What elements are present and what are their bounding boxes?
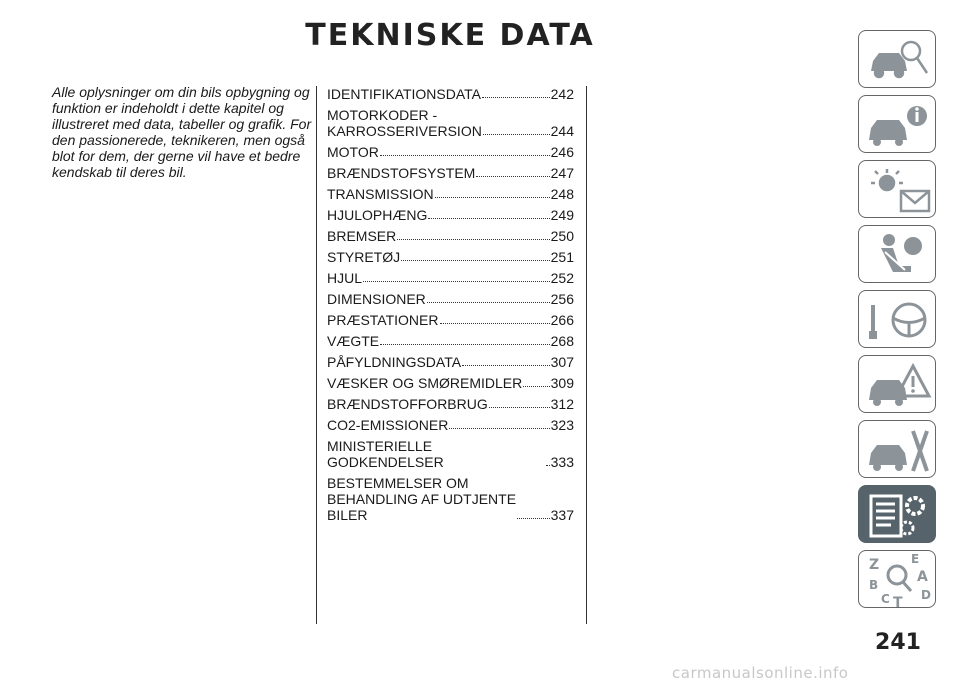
warning-lights-icon <box>859 161 937 219</box>
toc-entry[interactable] <box>327 354 574 370</box>
toc-entry-page: 312 <box>550 396 574 412</box>
tab-steering-wheel[interactable] <box>858 290 936 348</box>
toc-entry[interactable] <box>327 86 574 102</box>
toc-entry-page: 246 <box>550 144 574 160</box>
intro-text: Alle oplysninger om din bils opbygning og funktion er indeholdt i dette kapitel og illustreret med data, tabeller og grafik. For den passionerede, teknikeren, men også blot for dem, der gerne vil have et bedre kendskab til deres bil. <box>52 84 312 180</box>
toc-entry-label: PRÆSTATIONER <box>327 312 439 328</box>
car-tools-icon <box>859 421 937 479</box>
toc-leader-dots <box>523 386 549 387</box>
toc-entry[interactable] <box>327 249 574 265</box>
toc-entry-page: 307 <box>550 354 574 370</box>
toc-entry[interactable] <box>327 107 574 139</box>
car-search-icon <box>859 31 937 89</box>
toc-entry[interactable] <box>327 396 574 412</box>
toc-entry-page: 244 <box>550 123 574 139</box>
tab-index[interactable] <box>858 550 936 608</box>
toc-leader-dots <box>483 134 550 135</box>
tab-car-info[interactable] <box>858 95 936 153</box>
toc-leader-dots <box>397 239 549 240</box>
page-number: 241 <box>875 630 921 655</box>
index-letter-t: T <box>893 595 903 609</box>
toc-entry-page: 333 <box>550 454 574 470</box>
car-info-icon <box>859 96 937 154</box>
toc-entry[interactable] <box>327 475 574 523</box>
toc-leader-dots <box>435 197 550 198</box>
column-divider-left <box>316 86 317 624</box>
tab-car-search[interactable] <box>858 30 936 88</box>
page-title: TEKNISKE DATA <box>305 18 595 53</box>
toc-leader-dots <box>401 260 550 261</box>
toc-entry-page: 309 <box>550 375 574 391</box>
toc-entry-label: TRANSMISSION <box>327 186 434 202</box>
car-warning-icon <box>859 356 937 414</box>
tab-warning-lights[interactable] <box>858 160 936 218</box>
toc-entry-page: 242 <box>550 86 574 102</box>
toc-entry[interactable] <box>327 333 574 349</box>
toc-entry-page: 247 <box>550 165 574 181</box>
toc-leader-dots <box>517 518 550 519</box>
index-letter-c: C <box>881 592 890 606</box>
toc-leader-dots <box>380 344 550 345</box>
steering-wheel-icon <box>859 291 937 349</box>
toc-leader-dots <box>428 218 549 219</box>
toc-entry[interactable] <box>327 312 574 328</box>
toc-leader-dots <box>546 465 550 466</box>
toc-entry-label: BESTEMMELSER OM BEHANDLING AF UDTJENTE BILER <box>327 475 517 523</box>
toc-entry-page: 268 <box>550 333 574 349</box>
toc-entry-page: 248 <box>550 186 574 202</box>
toc-leader-dots <box>482 97 550 98</box>
toc-leader-dots <box>462 365 550 366</box>
toc-entry-page: 250 <box>550 228 574 244</box>
toc-entry[interactable] <box>327 438 574 470</box>
toc-entry-page: 337 <box>550 507 574 523</box>
tab-technical-data[interactable] <box>858 485 936 543</box>
toc-leader-dots <box>363 281 550 282</box>
toc-entry[interactable] <box>327 186 574 202</box>
toc-entry-label: HJUL <box>327 270 363 286</box>
index-letter-b: B <box>869 578 879 592</box>
tab-airbag-seat[interactable] <box>858 225 936 283</box>
column-divider-right <box>586 86 587 624</box>
technical-data-icon <box>859 486 937 544</box>
tab-car-warning[interactable] <box>858 355 936 413</box>
toc-entry-label: MOTORKODER - KARROSSERIVERSION <box>327 107 482 139</box>
toc-entry-page: 249 <box>550 207 574 223</box>
toc-leader-dots <box>449 428 549 429</box>
table-of-contents <box>327 86 574 528</box>
toc-entry[interactable] <box>327 144 574 160</box>
toc-entry-label: CO2-EMISSIONER <box>327 417 449 433</box>
toc-entry-page: 251 <box>550 249 574 265</box>
toc-entry-label: PÅFYLDNINGSDATA <box>327 354 462 370</box>
toc-entry[interactable] <box>327 375 574 391</box>
toc-entry-label: BREMSER <box>327 228 397 244</box>
toc-entry-page: 323 <box>550 417 574 433</box>
tab-car-tools[interactable] <box>858 420 936 478</box>
toc-entry-label: IDENTIFIKATIONSDATA <box>327 86 482 102</box>
toc-leader-dots <box>440 323 550 324</box>
watermark: carmanualsonline.info <box>672 664 849 682</box>
index-letter-a: A <box>917 569 928 585</box>
toc-leader-dots <box>489 407 550 408</box>
index-letter-d: D <box>921 588 931 602</box>
toc-entry[interactable] <box>327 228 574 244</box>
toc-entry-page: 252 <box>550 270 574 286</box>
toc-entry-page: 256 <box>550 291 574 307</box>
toc-entry-label: VÆSKER OG SMØREMIDLER <box>327 375 523 391</box>
toc-entry[interactable] <box>327 270 574 286</box>
airbag-seat-icon <box>859 226 937 284</box>
index-icon <box>859 551 937 609</box>
toc-entry-label: DIMENSIONER <box>327 291 426 307</box>
toc-entry-label: HJULOPHÆNG <box>327 207 428 223</box>
toc-entry-label: MOTOR <box>327 144 379 160</box>
toc-entry[interactable] <box>327 417 574 433</box>
toc-entry[interactable] <box>327 165 574 181</box>
toc-leader-dots <box>476 176 549 177</box>
toc-leader-dots <box>427 302 550 303</box>
toc-entry-label: BRÆNDSTOFSYSTEM <box>327 165 476 181</box>
toc-entry-page: 266 <box>550 312 574 328</box>
toc-entry-label: STYRETØJ <box>327 249 401 265</box>
index-letter-e: E <box>911 552 920 566</box>
chapter-tabs <box>858 30 938 615</box>
toc-leader-dots <box>380 155 550 156</box>
toc-entry[interactable] <box>327 207 574 223</box>
toc-entry-label: MINISTERIELLE GODKENDELSER <box>327 438 444 470</box>
toc-entry[interactable] <box>327 291 574 307</box>
index-letter-z: Z <box>869 557 880 573</box>
toc-entry-label: BRÆNDSTOFFORBRUG <box>327 396 488 412</box>
toc-entry-label: VÆGTE <box>327 333 380 349</box>
